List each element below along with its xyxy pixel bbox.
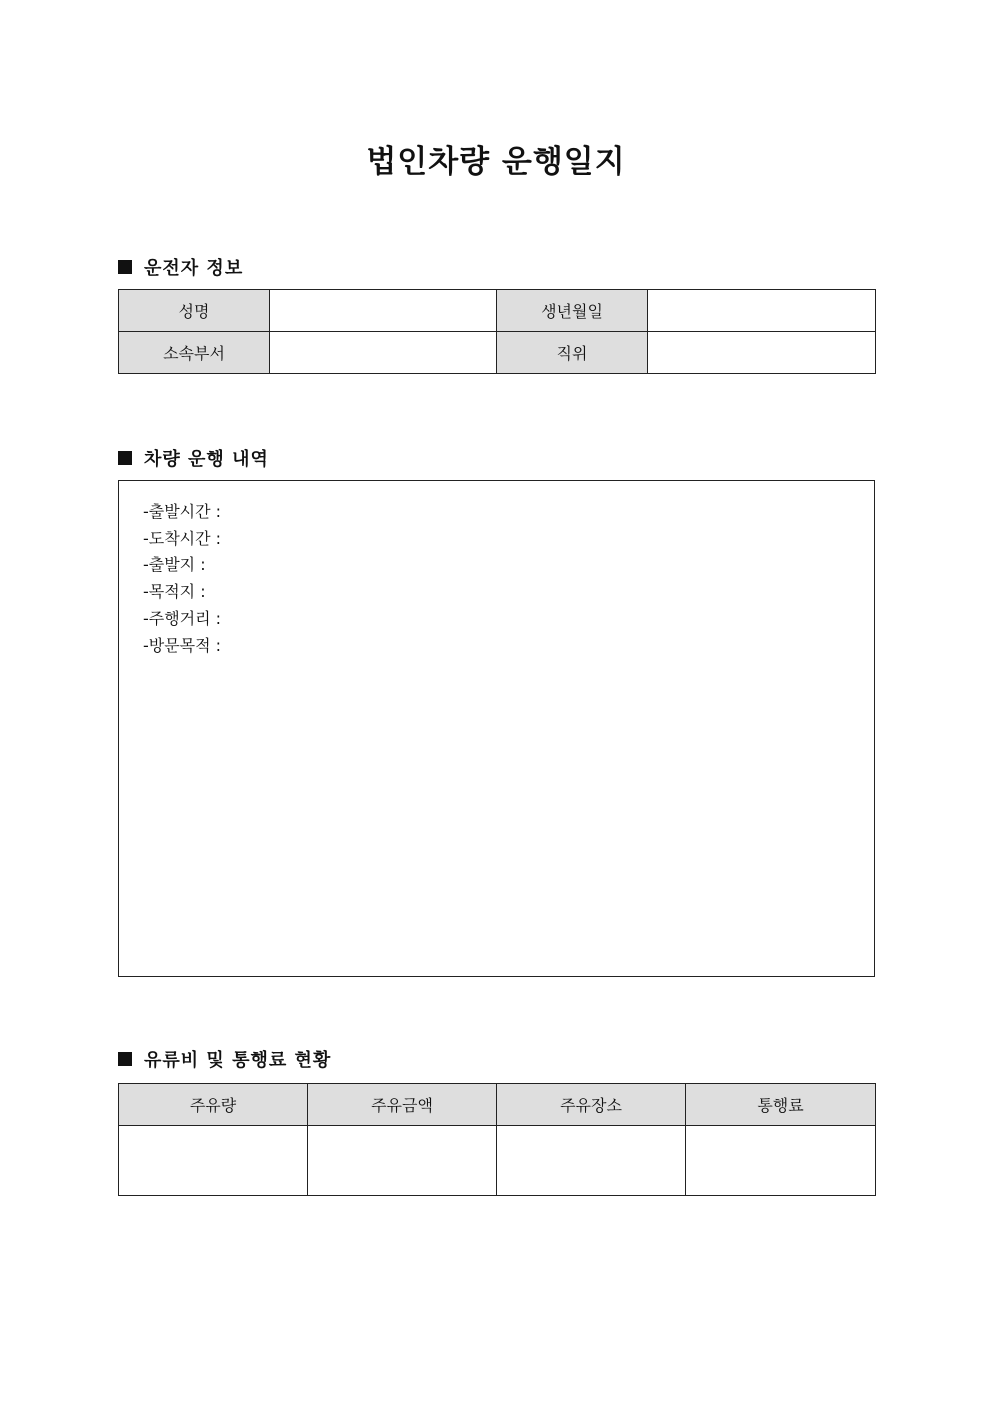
destination-field: -목적지 : <box>143 582 206 602</box>
fuel-cost-cell[interactable] <box>308 1126 497 1196</box>
square-bullet-icon <box>118 260 132 274</box>
fuel-toll-table <box>118 1083 876 1196</box>
vehicle-log-fields <box>119 481 874 659</box>
table-row <box>119 1126 876 1196</box>
birthdate-label: 생년월일 <box>497 290 648 332</box>
table-row <box>119 290 876 332</box>
document-title: 법인차량 운행일지 <box>366 144 626 180</box>
departure-time-field: -출발시간 : <box>143 502 222 521</box>
fuel-station-header: 주유장소 <box>497 1084 686 1126</box>
fuel-amount-header: 주유량 <box>119 1084 308 1126</box>
birthdate-field[interactable] <box>648 290 876 332</box>
visit-purpose-field: -방문목적 : <box>143 635 222 655</box>
mileage-field: -주행거리 : <box>143 608 222 628</box>
vehicle-log-heading <box>118 445 269 471</box>
table-header-row <box>119 1084 876 1126</box>
name-field[interactable] <box>270 290 497 332</box>
driver-info-table <box>118 289 876 374</box>
departure-place-field: -출발지 : <box>143 555 206 575</box>
position-label: 직위 <box>497 332 648 374</box>
department-label: 소속부서 <box>119 332 270 374</box>
position-field[interactable] <box>648 332 876 374</box>
driver-info-heading <box>118 254 243 280</box>
table-row <box>119 332 876 374</box>
toll-fee-header: 통행료 <box>686 1084 876 1126</box>
square-bullet-icon <box>118 1052 132 1066</box>
toll-fee-cell[interactable] <box>686 1126 876 1196</box>
fuel-station-cell[interactable] <box>497 1126 686 1196</box>
square-bullet-icon <box>118 451 132 465</box>
name-label: 성명 <box>119 290 270 332</box>
fuel-cost-header: 주유금액 <box>308 1084 497 1126</box>
fuel-toll-heading-text: 유류비 및 통행료 현황 <box>144 1050 332 1071</box>
department-field[interactable] <box>270 332 497 374</box>
fuel-amount-cell[interactable] <box>119 1126 308 1196</box>
vehicle-log-box[interactable] <box>118 480 875 977</box>
arrival-time-field: -도착시간 : <box>143 528 222 548</box>
driver-info-heading-text: 운전자 정보 <box>144 258 244 279</box>
fuel-toll-heading <box>118 1046 331 1072</box>
vehicle-log-heading-text: 차량 운행 내역 <box>144 449 269 470</box>
